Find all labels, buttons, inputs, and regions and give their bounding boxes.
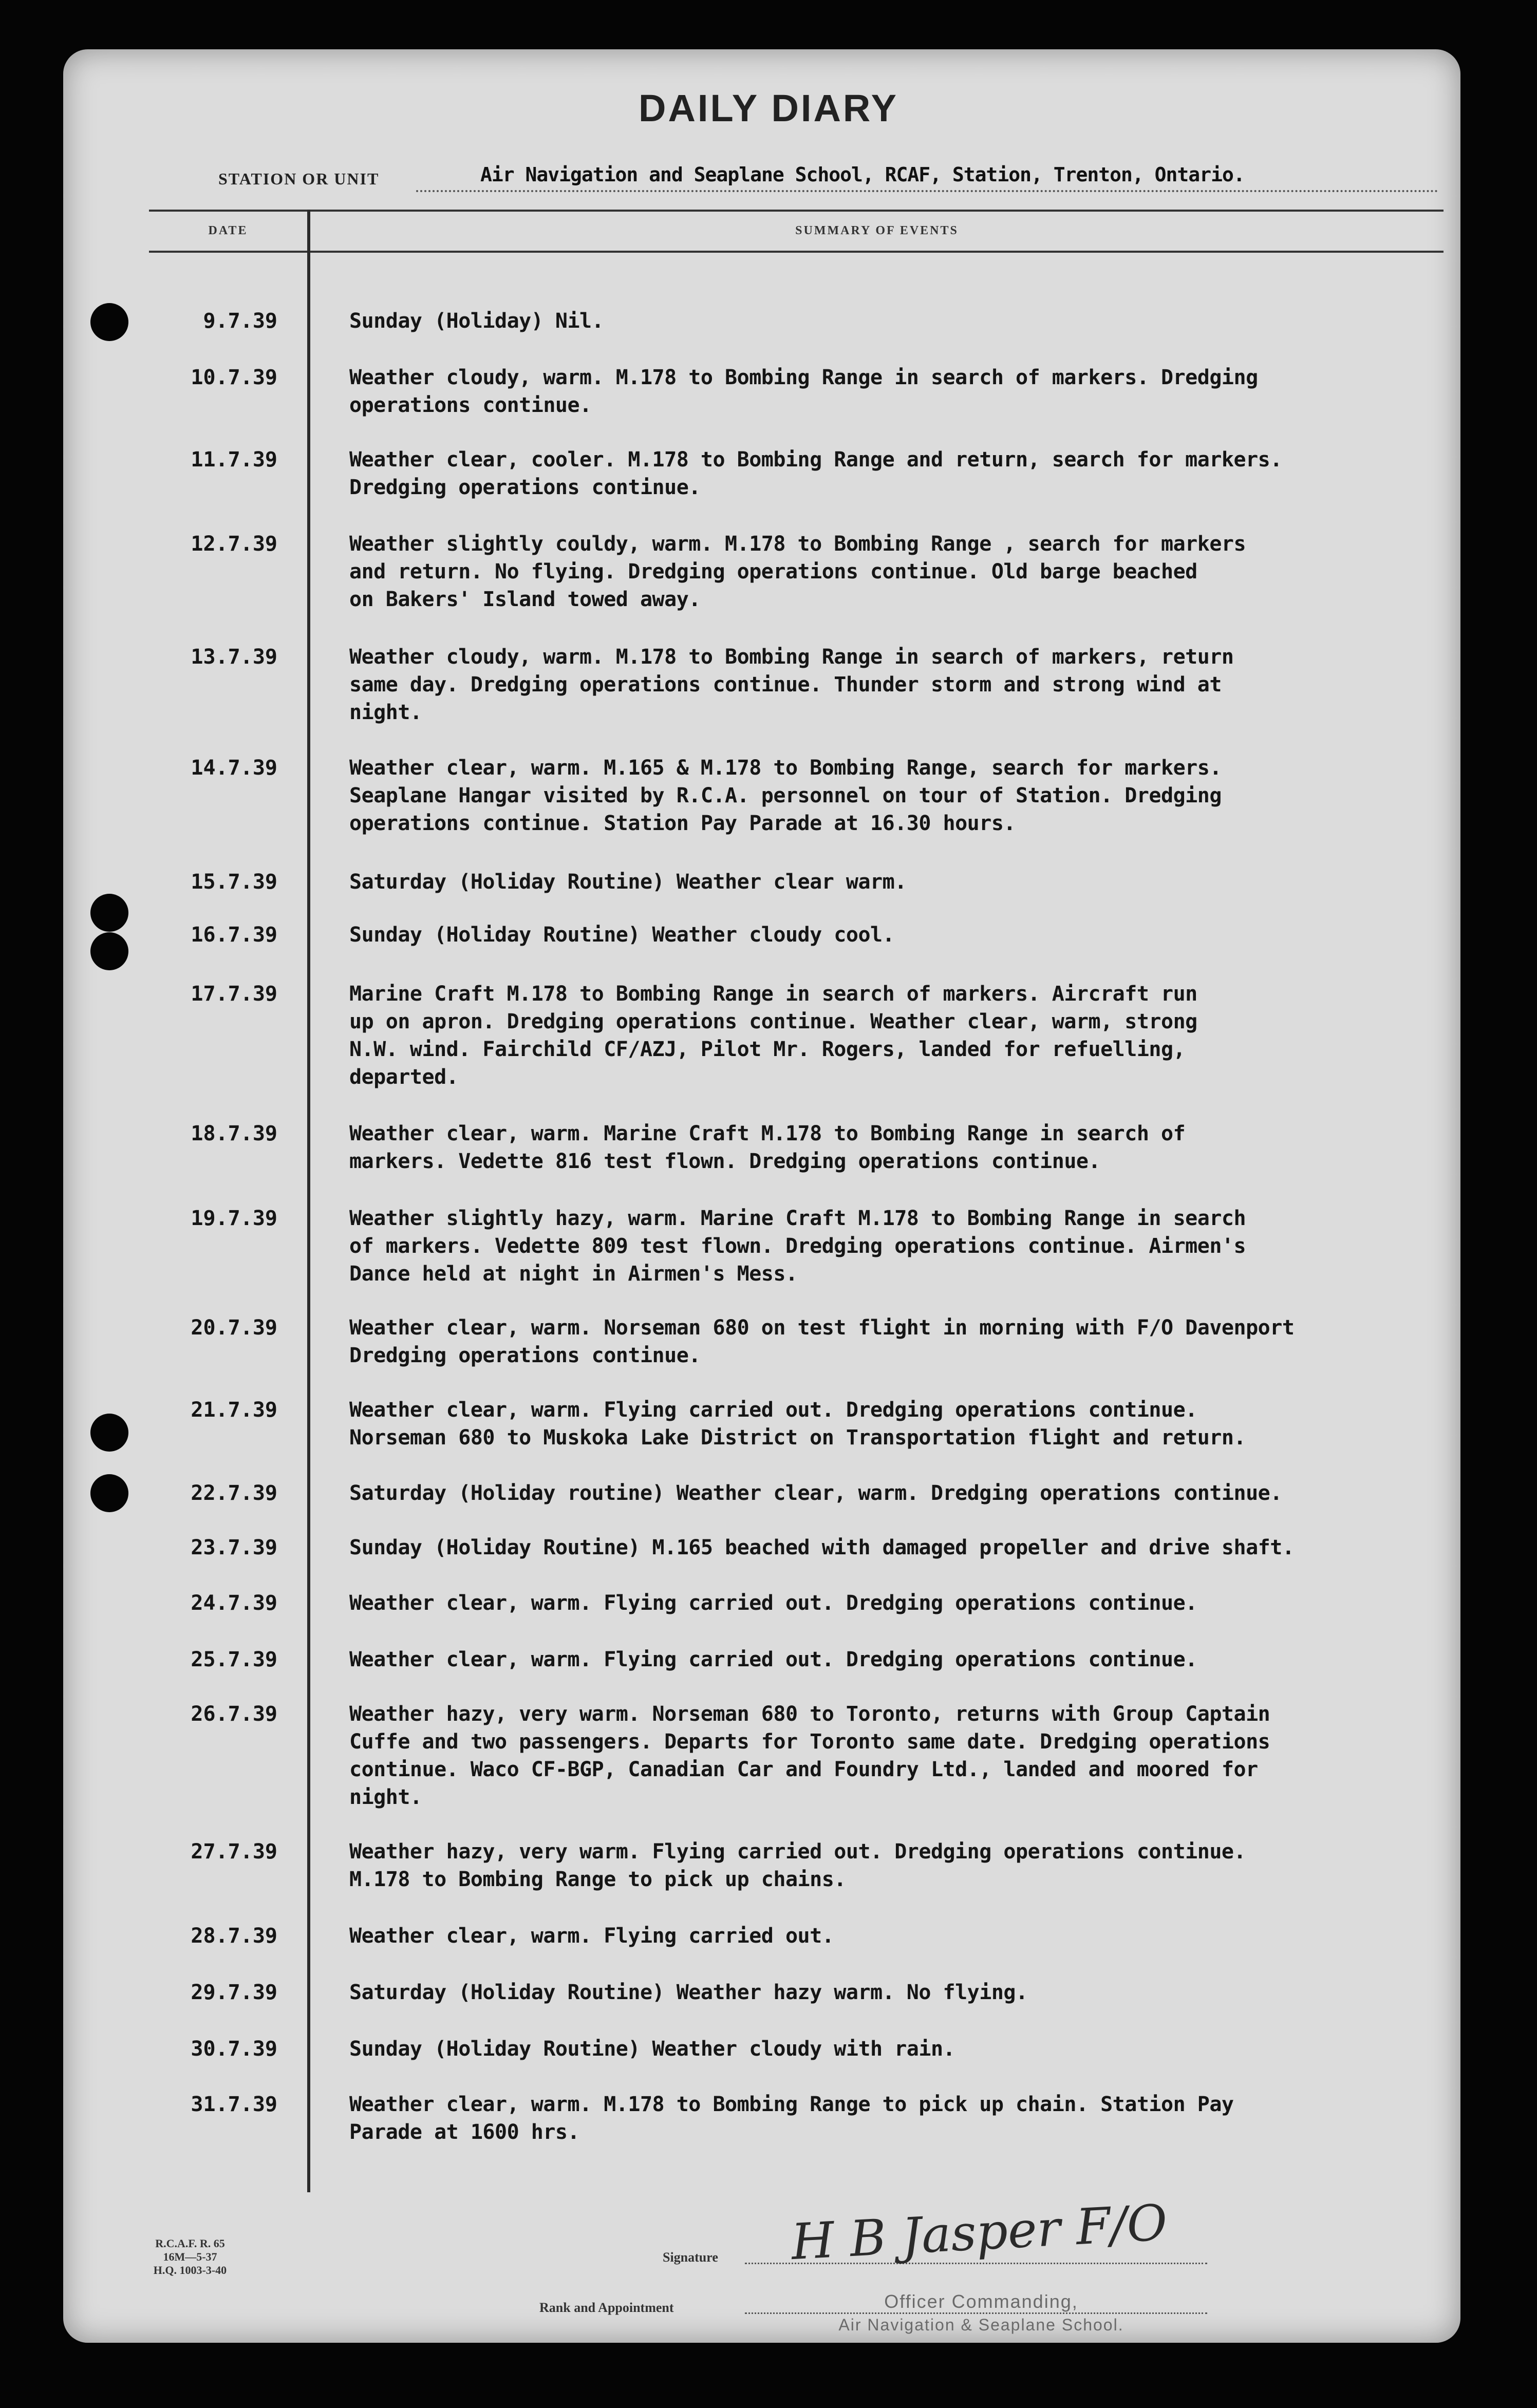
entry-text: Weather clear, warm. Norseman 680 on test flight in morning with F/O Davenport Dredging operations continue.	[349, 1316, 1295, 1367]
rank-stamp-line1: Officer Commanding,	[884, 2291, 1078, 2312]
form-hq-code: H.Q. 1003-3-40	[153, 2264, 227, 2277]
entry-date: 18.7.39	[191, 1122, 277, 1145]
punch-hole	[90, 894, 128, 932]
entry-text: Weather clear, warm. M.178 to Bombing Range to pick up chain. Station Pay Parade at 1600 hrs.	[349, 2093, 1234, 2144]
entry-date: 26.7.39	[191, 1702, 277, 1726]
entry-text: Weather clear, warm. M.165 & M.178 to Bombing Range, search for markers. Seaplane Hangar visited by R.C.A. personnel on tour of Station. Dredging operations continue. Station Pay Parade at 16.30 hours.	[349, 756, 1222, 835]
entry-text: Weather hazy, very warm. Flying carried out. Dredging operations continue. M.178 to Bombing Range to pick up chains.	[349, 1840, 1246, 1891]
entry-text: Weather clear, warm. Marine Craft M.178 to Bombing Range in search of markers. Vedette 816 test flown. Dredging operations continue.	[349, 1122, 1186, 1173]
station-dotted-line	[416, 190, 1438, 192]
entry-text: Saturday (Holiday routine) Weather clear, warm. Dredging operations continue.	[349, 1481, 1282, 1505]
date-column-header: DATE	[208, 224, 248, 237]
entry-date: 29.7.39	[191, 1981, 277, 2004]
table-header-rule	[149, 251, 1444, 253]
column-divider	[307, 210, 310, 2192]
entry-date: 14.7.39	[191, 756, 277, 780]
form-print-code: 16M—5-37	[163, 2250, 217, 2263]
entry-date: 22.7.39	[191, 1481, 277, 1505]
form-identifier	[128, 2237, 252, 2277]
entry-date: 12.7.39	[191, 532, 277, 556]
summary-column-header: SUMMARY OF EVENTS	[795, 224, 959, 237]
entry-date: 16.7.39	[191, 923, 277, 947]
entry-text: Weather cloudy, warm. M.178 to Bombing Range in search of markers. Dredging operations continue.	[349, 366, 1258, 417]
entry-date: 23.7.39	[191, 1536, 277, 1559]
entry-date: 19.7.39	[191, 1207, 277, 1230]
entry-date: 25.7.39	[191, 1648, 277, 1671]
entry-text: Weather clear, cooler. M.178 to Bombing Range and return, search for markers. Dredging operations continue.	[349, 448, 1282, 499]
rank-stamp-line2: Air Navigation & Seaplane School.	[838, 2316, 1124, 2334]
entry-text: Sunday (Holiday Routine) Weather cloudy with rain.	[349, 2037, 955, 2061]
entry-date: 10.7.39	[191, 366, 277, 389]
rank-label: Rank and Appointment	[539, 2300, 674, 2315]
entry-text: Weather hazy, very warm. Norseman 680 to Toronto, returns with Group Captain Cuffe and two passengers. Departs for Toronto same date. Dredging operations continue. Waco CF-BGP, Canadian Car and Foundry Ltd., landed and moored for night.	[349, 1702, 1270, 1809]
entry-date: 13.7.39	[191, 645, 277, 669]
entry-text: Weather cloudy, warm. M.178 to Bombing Range in search of markers, return same day. Dredging operations continue. Thunder storm and strong wind at night.	[349, 645, 1234, 724]
entry-text: Weather clear, warm. Flying carried out. Dredging operations continue.	[349, 1591, 1197, 1615]
entry-date: 15.7.39	[191, 870, 277, 894]
punch-hole	[90, 1474, 128, 1512]
station-value: Air Navigation and Seaplane School, RCAF, Station, Trenton, Ontario.	[480, 163, 1245, 186]
entry-date: 28.7.39	[191, 1924, 277, 1948]
page-title: DAILY DIARY	[639, 87, 898, 129]
entry-text: Sunday (Holiday Routine) Weather cloudy cool.	[349, 923, 895, 947]
rank-line	[745, 2312, 1207, 2314]
station-label: STATION OR UNIT	[218, 170, 380, 188]
entry-date: 17.7.39	[191, 982, 277, 1006]
entry-date: 9.7.39	[203, 309, 277, 333]
entry-text: Sunday (Holiday) Nil.	[349, 309, 604, 333]
punch-hole	[90, 932, 128, 970]
punch-hole	[90, 1414, 128, 1452]
entry-date: 24.7.39	[191, 1591, 277, 1615]
entry-date: 27.7.39	[191, 1840, 277, 1864]
entry-text: Weather clear, warm. Flying carried out. Dredging operations continue. Norseman 680 to Muskoka Lake District on Transportation flight and return.	[349, 1398, 1246, 1450]
entry-text: Marine Craft M.178 to Bombing Range in search of markers. Aircraft run up on apron. Dredging operations continue. Weather clear, warm, strong N.W. wind. Fairchild CF/AZJ, Pilot Mr. Rogers, landed for refuelling, departed.	[349, 982, 1197, 1089]
form-number: R.C.A.F. R. 65	[155, 2237, 225, 2250]
entry-text: Weather clear, warm. Flying carried out. Dredging operations continue.	[349, 1648, 1197, 1671]
entry-date: 20.7.39	[191, 1316, 277, 1340]
table-top-rule	[149, 210, 1444, 212]
punch-hole	[90, 303, 128, 341]
entry-text: Sunday (Holiday Routine) M.165 beached with damaged propeller and drive shaft.	[349, 1536, 1295, 1559]
entry-date: 21.7.39	[191, 1398, 277, 1422]
entry-text: Weather clear, warm. Flying carried out.	[349, 1924, 834, 1948]
entry-text: Saturday (Holiday Routine) Weather clear warm.	[349, 870, 907, 894]
signature-label: Signature	[663, 2250, 718, 2265]
entry-date: 30.7.39	[191, 2037, 277, 2061]
entry-text: Weather slightly couldy, warm. M.178 to Bombing Range , search for markers and return. No flying. Dredging operations continue. Old barge beached on Bakers' Island towed away.	[349, 532, 1246, 611]
handwritten-signature: H B Jasper F/O	[790, 2193, 1169, 2271]
entry-text: Weather slightly hazy, warm. Marine Craft M.178 to Bombing Range in search of markers. Vedette 809 test flown. Dredging operations continue. Airmen's Dance held at night in Airmen's Mess.	[349, 1207, 1246, 1286]
entry-date: 11.7.39	[191, 448, 277, 472]
entry-date: 31.7.39	[191, 2093, 277, 2116]
entry-text: Saturday (Holiday Routine) Weather hazy warm. No flying.	[349, 1981, 1028, 2004]
